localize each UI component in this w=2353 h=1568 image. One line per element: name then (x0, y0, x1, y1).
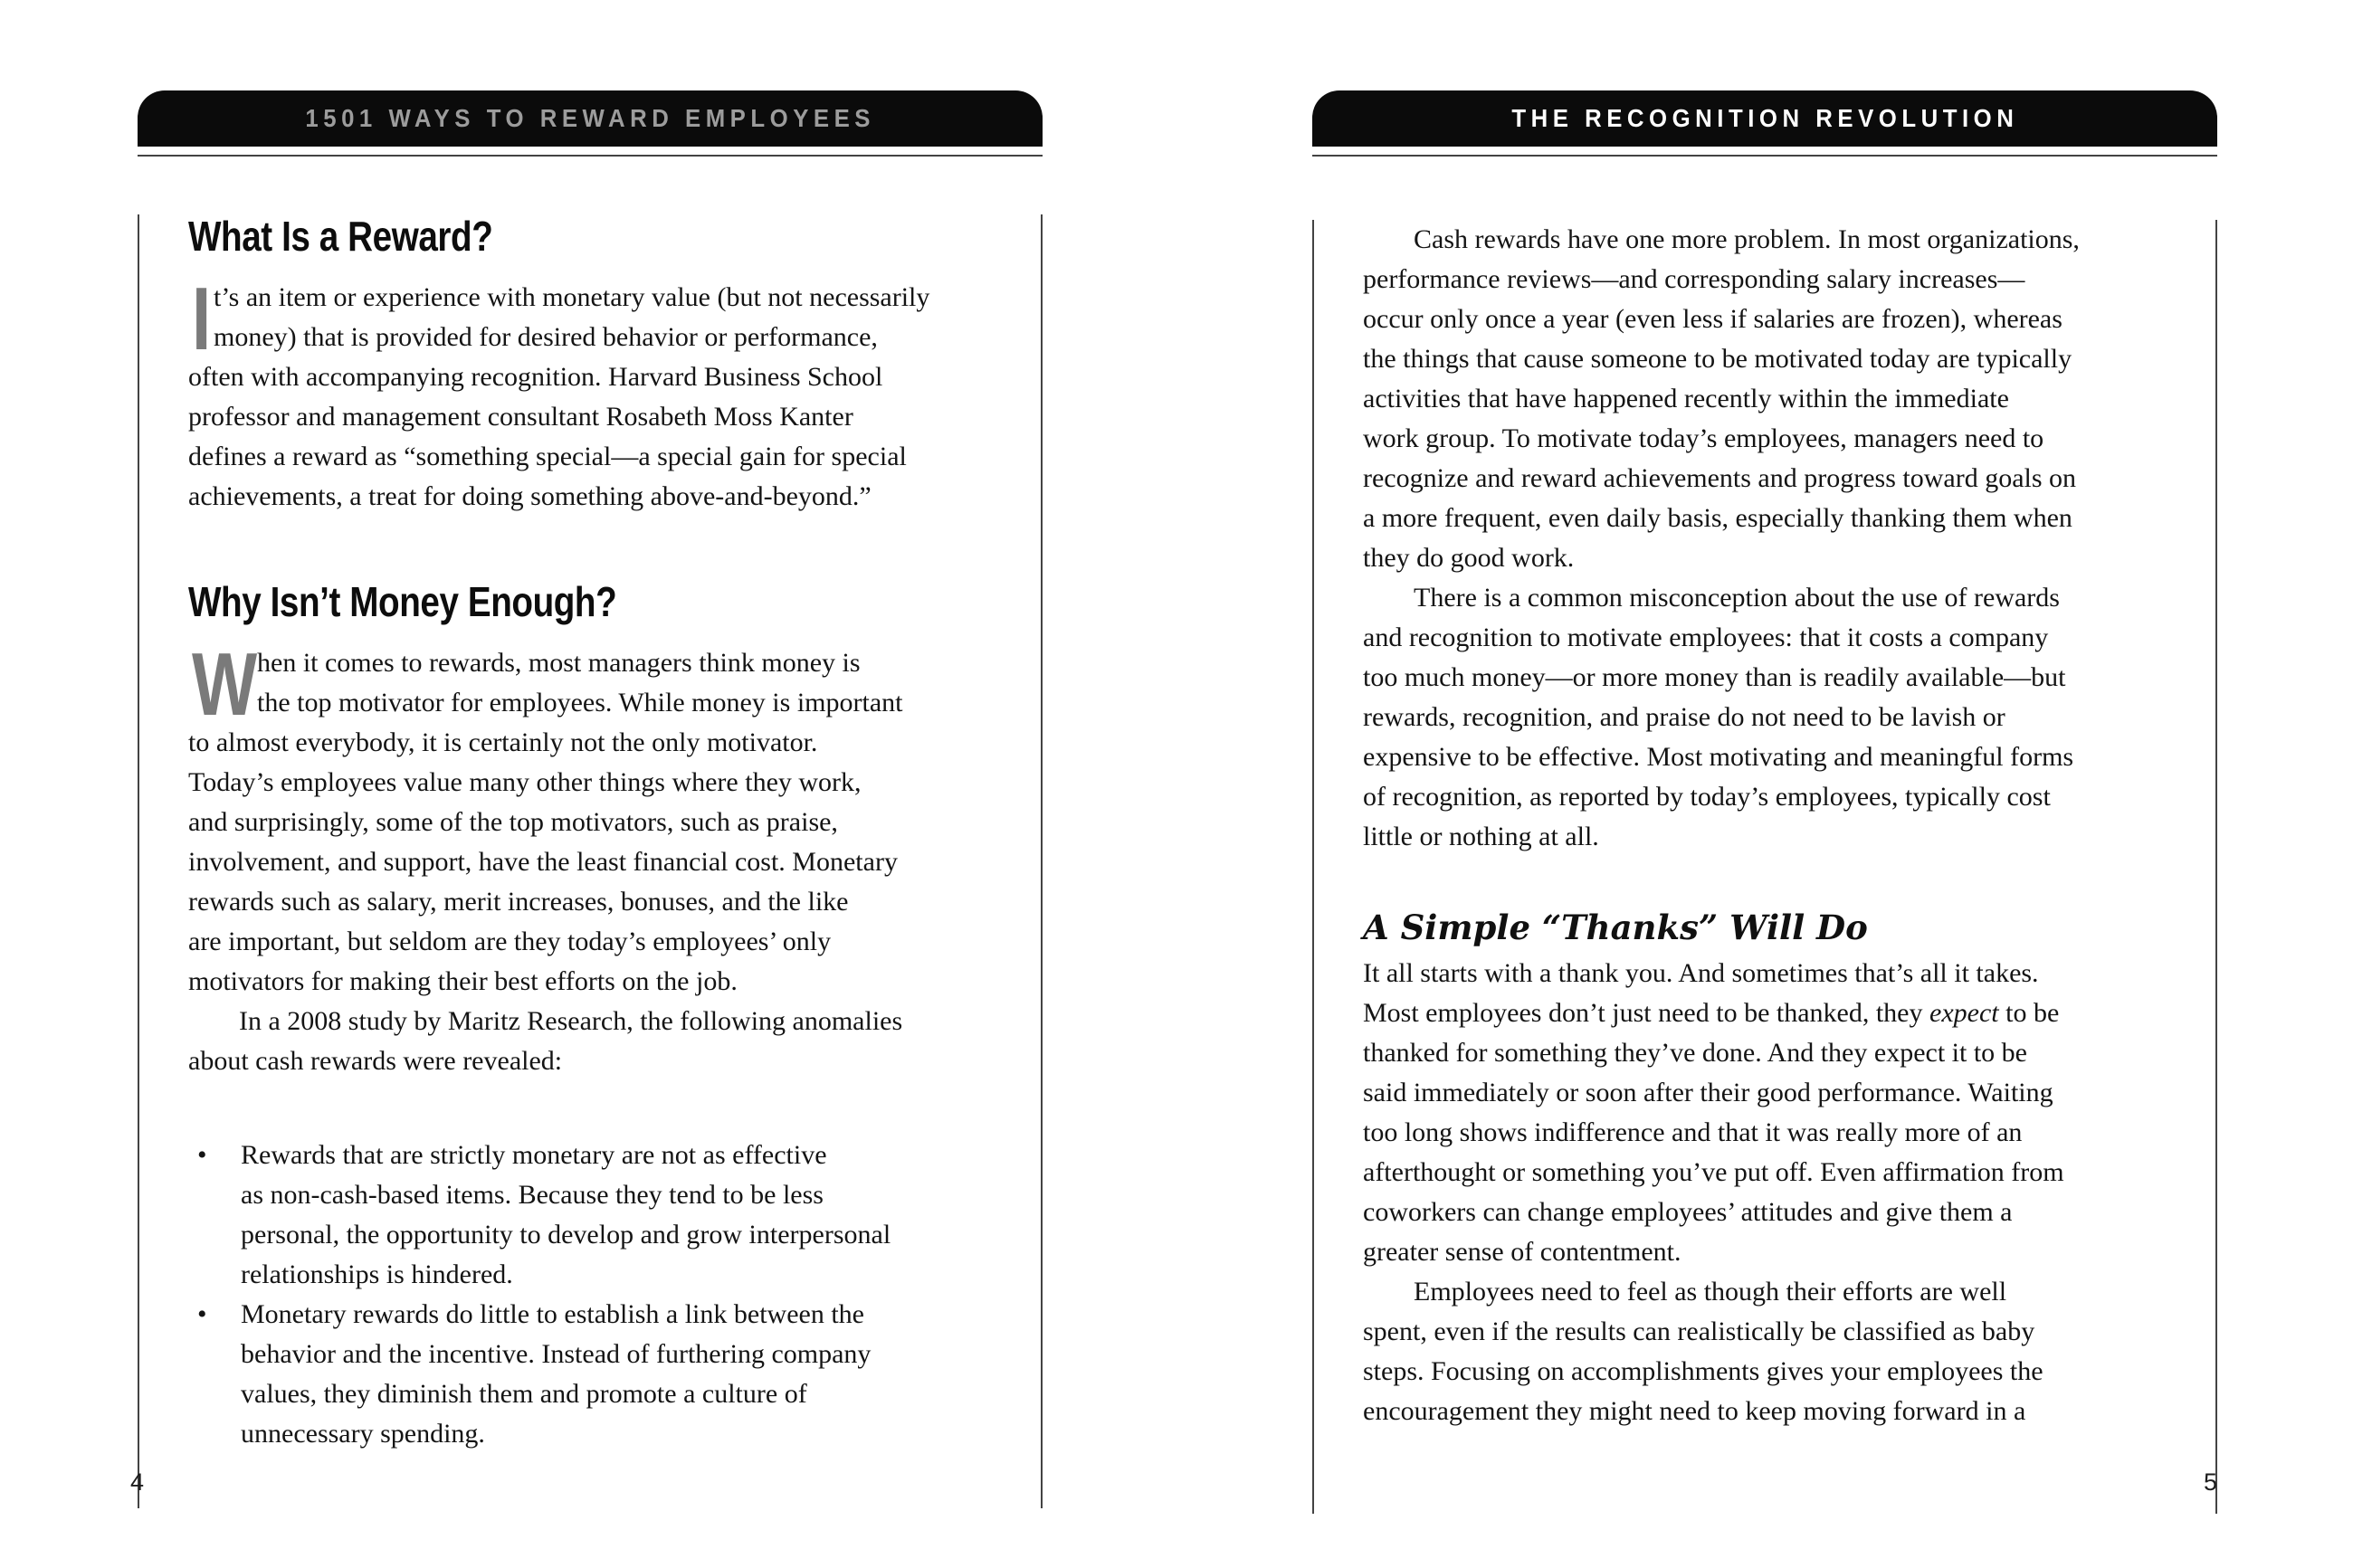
header-rule (138, 147, 1043, 157)
paragraph (1363, 954, 2205, 1272)
text-line: behavior and the incentive. Instead of furthering company (241, 1339, 872, 1369)
text-line: expensive to be effective. Most motivating and meaningful forms (1363, 742, 2074, 772)
text-line: about cash rewards were revealed: (188, 1046, 563, 1076)
header-rule (1312, 147, 2217, 157)
text-line: little or nothing at all. (1363, 822, 1599, 851)
text-line: achievements, a treat for doing something above-and-beyond.” (188, 481, 872, 511)
text-line: unnecessary spending. (241, 1419, 485, 1449)
text-line: Monetary rewards do little to establish a link between the (241, 1299, 864, 1329)
section-heading: What Is a Reward? (188, 213, 493, 260)
text-line: and surprisingly, some of the top motivators, such as praise, (188, 807, 838, 837)
text-line: Employees need to feel as though their efforts are well (1414, 1277, 2007, 1307)
text-line: coworkers can change employees’ attitudes and give them a (1363, 1197, 2013, 1227)
text-line: spent, even if the results can realistically be classified as baby (1363, 1316, 2035, 1346)
left-running-head-title: 1501 WAYS TO REWARD EMPLOYEES (305, 104, 875, 132)
left-page-body (138, 214, 1043, 1508)
bullet-marker: • (197, 1140, 207, 1170)
text-line: thanked for something they’ve done. And they expect it to be (1363, 1038, 2027, 1068)
sub-section-heading: A Simple “Thanks” Will Do (1363, 908, 1868, 947)
left-page (130, 90, 1043, 1502)
bullet-list (188, 1136, 1030, 1454)
right-page-body (1312, 220, 2217, 1514)
drop-cap: I (192, 269, 212, 368)
text-line: often with accompanying recognition. Harvard Business School (188, 362, 883, 392)
text-run: to be (1998, 998, 2060, 1028)
text-line: the things that cause someone to be motivated today are typically (1363, 344, 2072, 374)
text-line: too long shows indifference and that it was really more of an (1363, 1117, 2023, 1147)
text-line: defines a reward as “something special—a special gain for special (188, 442, 907, 471)
bullet-marker: • (197, 1299, 207, 1329)
text-line: relationships is hindered. (241, 1259, 513, 1289)
bullet-item (188, 1136, 1030, 1295)
text-line: recognize and reward achievements and progress toward goals on (1363, 463, 2077, 493)
text-run: Most employees don’t just need to be thanked, they (1363, 998, 1930, 1028)
text-line: steps. Focusing on accomplishments gives your employees the (1363, 1356, 2043, 1386)
text-line: the top motivator for employees. While money is important (257, 688, 903, 717)
text-line: a more frequent, even daily basis, especially thanking them when (1363, 503, 2072, 533)
page-number: 4 (130, 1468, 145, 1496)
text-line: are important, but seldom are they today’s employees’ only (188, 927, 832, 956)
emphasized-text: expect (1929, 998, 1999, 1028)
text-line: occur only once a year (even less if salaries are frozen), whereas (1363, 304, 2062, 334)
text-line: In a 2008 study by Maritz Research, the following anomalies (239, 1006, 903, 1036)
text-line: said immediately or soon after their good performance. Waiting (1363, 1078, 2053, 1107)
text-line: performance reviews—and corresponding salary increases— (1363, 264, 2025, 294)
right-running-head-title: THE RECOGNITION REVOLUTION (1511, 104, 2018, 132)
section-heading: Why Isn’t Money Enough? (188, 578, 617, 625)
paragraph (188, 269, 1030, 517)
paragraph (1363, 578, 2205, 857)
paragraph (188, 1002, 1030, 1081)
bullet-item (188, 1295, 1030, 1454)
text-line: hen it comes to rewards, most managers think money is (257, 648, 861, 678)
text-line: Rewards that are strictly monetary are not as effective (241, 1140, 827, 1170)
text-line: motivators for making their best efforts on the job. (188, 966, 738, 996)
text-line: greater sense of contentment. (1363, 1237, 1681, 1267)
text-line: to almost everybody, it is certainly not the only motivator. (188, 727, 818, 757)
text-line: and recognition to motivate employees: that it costs a company (1363, 622, 2049, 652)
text-line: too much money—or more money than is readily available—but (1363, 662, 2066, 692)
text-line: afterthought or something you’ve put off. Even affirmation from (1363, 1157, 2064, 1187)
text-line: Cash rewards have one more problem. In most organizations, (1414, 224, 2080, 254)
paragraph (188, 634, 1030, 1002)
right-page (1312, 90, 2217, 1502)
text-line: work group. To motivate today’s employees, managers need to (1363, 423, 2044, 453)
text-line: as non-cash-based items. Because they tend to be less (241, 1180, 824, 1210)
text-line: activities that have happened recently within the immediate (1363, 384, 2009, 413)
paragraph (1363, 1272, 2205, 1431)
right-running-head (1312, 90, 2217, 147)
text-line: There is a common misconception about the use of rewards (1414, 583, 2060, 613)
text-line: It all starts with a thank you. And sometimes that’s all it takes. (1363, 958, 2039, 988)
text-line: encouragement they might need to keep moving forward in a (1363, 1396, 2026, 1426)
page-number: 5 (2203, 1468, 2217, 1496)
drop-cap: W (192, 634, 258, 734)
text-line: values, they diminish them and promote a culture of (241, 1379, 807, 1409)
text-line: Today’s employees value many other things where they work, (188, 767, 862, 797)
text-line: of recognition, as reported by today’s employees, typically cost (1363, 782, 2051, 812)
left-running-head (138, 90, 1043, 147)
text-line: involvement, and support, have the least financial cost. Monetary (188, 847, 898, 877)
text-line: personal, the opportunity to develop and grow interpersonal (241, 1220, 891, 1250)
text-line: t’s an item or experience with monetary value (but not necessarily (214, 282, 930, 312)
text-line: they do good work. (1363, 543, 1575, 573)
text-line: rewards such as salary, merit increases, bonuses, and the like (188, 887, 849, 917)
text-line: professor and management consultant Rosabeth Moss Kanter (188, 402, 853, 432)
text-line: rewards, recognition, and praise do not need to be lavish or (1363, 702, 2005, 732)
text-line (1363, 993, 2205, 1033)
text-line: money) that is provided for desired behavior or performance, (214, 322, 878, 352)
paragraph (1363, 220, 2205, 578)
